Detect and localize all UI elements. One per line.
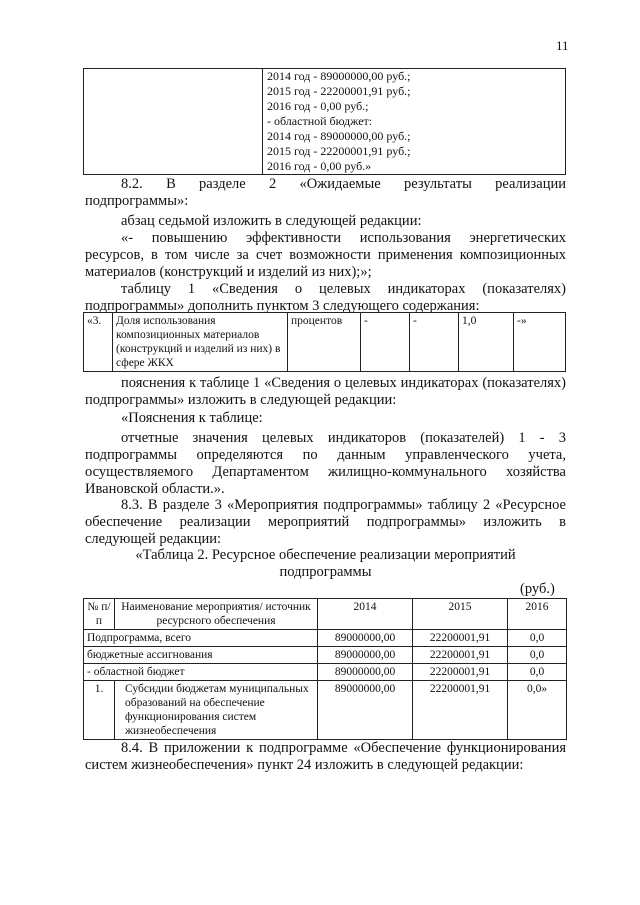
row-2016: 0,0 (508, 630, 567, 647)
funding-line: 2014 год - 89000000,00 руб.; (267, 129, 411, 143)
funding-line: 2016 год - 0,00 руб.» (267, 159, 372, 173)
page-number: 11 (556, 38, 569, 53)
row-2016: 0,0 (508, 664, 567, 681)
header-num: № п/п (84, 599, 115, 630)
row-2016: 0,0» (508, 681, 567, 740)
paragraph-explanations: пояснения к таблице 1 «Сведения о целевых индикаторах (показателях) подпрограммы» изложить в следующей редакции: (85, 375, 566, 408)
funding-line: 2015 год - 22200001,91 руб.; (267, 84, 411, 98)
funding-line: 2015 год - 22200001,91 руб.; (267, 144, 411, 158)
paragraph-abzac: абзац седьмой изложить в следующей редакции: (121, 213, 422, 229)
funding-line: 2014 год - 89000000,00 руб.; (267, 69, 411, 83)
resource-table (83, 598, 567, 740)
indicator-name: Доля использования композиционных материалов (конструкций и изделий из них) в сфере ЖКХ (113, 313, 288, 372)
empty-cell (84, 69, 263, 175)
row-name: бюджетные ассигнования (84, 647, 318, 664)
header-2014: 2014 (318, 599, 413, 630)
table2-title-cont: подпрограммы (279, 564, 372, 580)
header-name: Наименование мероприятия/ источник ресурсного обеспечения (115, 599, 318, 630)
row-2015: 22200001,91 (413, 630, 508, 647)
paragraph-8-4: 8.4. В приложении к подпрограмме «Обеспечение функционирования систем жизнеобеспечения» пункт 24 изложить в следующей редакции: (85, 740, 566, 773)
table-row (84, 664, 567, 681)
indicator-num: «3. (84, 313, 113, 372)
funding-line: 2016 год - 0,00 руб.; (267, 99, 369, 113)
paragraph-table1-line1: таблицу 1 «Сведения о целевых индикаторах (показателях) (121, 281, 566, 297)
table-row (84, 681, 567, 740)
header-2016: 2016 (508, 599, 567, 630)
indicator-unit: процентов (288, 313, 361, 372)
paragraph-8-2-line1: 8.2. В разделе 2 «Ожидаемые результаты реализации (121, 176, 566, 192)
row-2015: 22200001,91 (413, 681, 508, 740)
funding-lines-cell (263, 69, 566, 175)
paragraph-table1-line2: подпрограммы» дополнить пунктом 3 следующего содержания: (85, 298, 480, 314)
row-2016: 0,0 (508, 647, 567, 664)
header-2015: 2015 (413, 599, 508, 630)
row-name: Подпрограмма, всего (84, 630, 318, 647)
row-2014: 89000000,00 (318, 681, 413, 740)
funding-continuation-table (83, 68, 566, 175)
currency-unit: (руб.) (520, 581, 555, 597)
row-2014: 89000000,00 (318, 647, 413, 664)
row-name: - областной бюджет (84, 664, 318, 681)
row-2014: 89000000,00 (318, 630, 413, 647)
paragraph-explanations-title: «Пояснения к таблице: (121, 410, 263, 426)
row-2015: 22200001,91 (413, 647, 508, 664)
indicator-value: 1,0 (459, 313, 514, 372)
indicator-table (83, 312, 566, 372)
paragraph-quote: «- повышению эффективности использования энергетических ресурсов, в том числе за счет возможности применения композиционных материалов (конструкций и изделий из них);»; (85, 230, 566, 280)
row-2014: 89000000,00 (318, 664, 413, 681)
table-row (84, 313, 566, 372)
funding-line: - областной бюджет: (267, 114, 373, 128)
indicator-value: - (410, 313, 459, 372)
table-row (84, 630, 567, 647)
table2-title: «Таблица 2. Ресурсное обеспечение реализации мероприятий (135, 547, 516, 563)
row-name: Субсидии бюджетам муниципальных образований на обеспечение функционирования систем жизнеобеспечения (115, 681, 318, 740)
table-header-row (84, 599, 567, 630)
table-row (84, 647, 567, 664)
paragraph-explanations-body: отчетные значения целевых индикаторов (показателей) 1 - 3 подпрограммы определяются по данным управленческого учета, осуществляемого Департаментом жилищно-коммунального хозяйства Ивановской области.». (85, 430, 566, 497)
paragraph-8-3: 8.3. В разделе 3 «Мероприятия подпрограммы» таблицу 2 «Ресурсное обеспечение реализации мероприятий подпрограммы» изложить в следующей редакции: (85, 497, 566, 547)
row-2015: 22200001,91 (413, 664, 508, 681)
indicator-value: -» (514, 313, 566, 372)
indicator-value: - (361, 313, 410, 372)
row-num: 1. (84, 681, 115, 740)
paragraph-8-2-line2: подпрограммы»: (85, 193, 189, 209)
